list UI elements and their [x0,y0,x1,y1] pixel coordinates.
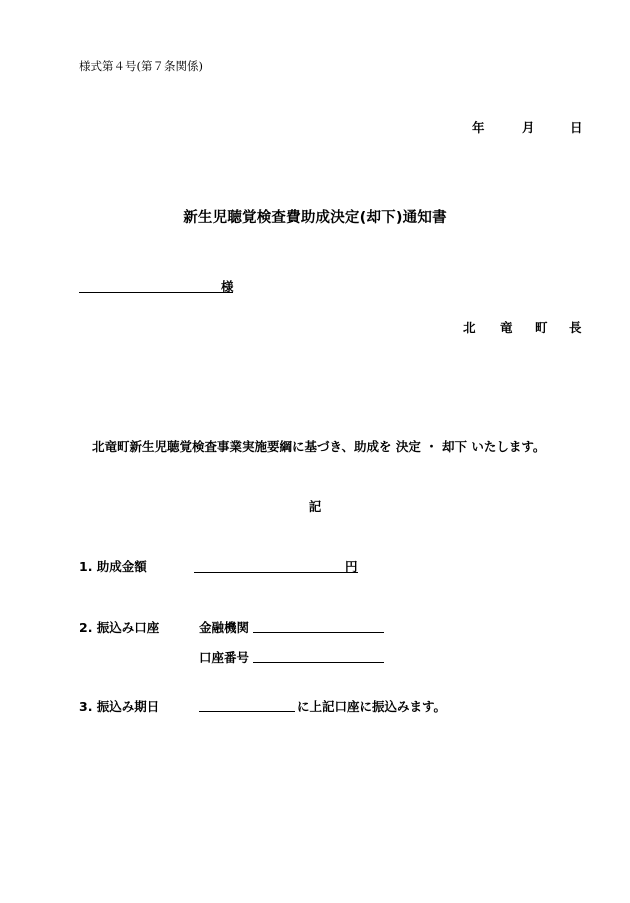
issuer-char: 北 [463,320,476,335]
account-item-label: 2. 振込み口座 [79,620,160,635]
issuer-char: 長 [569,320,582,335]
addressee-field [79,277,239,295]
addressee-underline [79,292,233,293]
transfer-date-underline [199,711,295,712]
addressee-honorific: 様 [221,279,234,294]
amount-underline [194,572,358,573]
bank-label: 金融機関 [199,620,250,635]
account-number-underline [253,662,384,663]
body-text: 北竜町新生児聴覚検査事業実施要綱に基づき、助成を 決定 ・ 却下 いたします。 [92,439,546,454]
date-year-label: 年 [472,120,485,135]
issuer-name [0,318,630,334]
bank-underline [253,632,384,633]
document-title: 新生児聴覚検査費助成決定(却下)通知書 [183,210,447,226]
issuer-char: 竜 [500,320,513,335]
amount-item-label: 1. 助成金額 [79,559,147,574]
date-day-label: 日 [570,120,583,135]
form-number: 様式第４号(第７条関係) [79,59,203,73]
account-number-label: 口座番号 [199,650,250,665]
transfer-date-item-label: 3. 振込み期日 [79,699,160,714]
ki-heading: 記 [308,499,322,514]
amount-unit: 円 [345,559,358,574]
issuer-char: 町 [535,320,548,335]
transfer-date-text: に上記口座に振込みます。 [297,699,447,714]
date-line [0,118,630,134]
date-month-label: 月 [522,120,535,135]
